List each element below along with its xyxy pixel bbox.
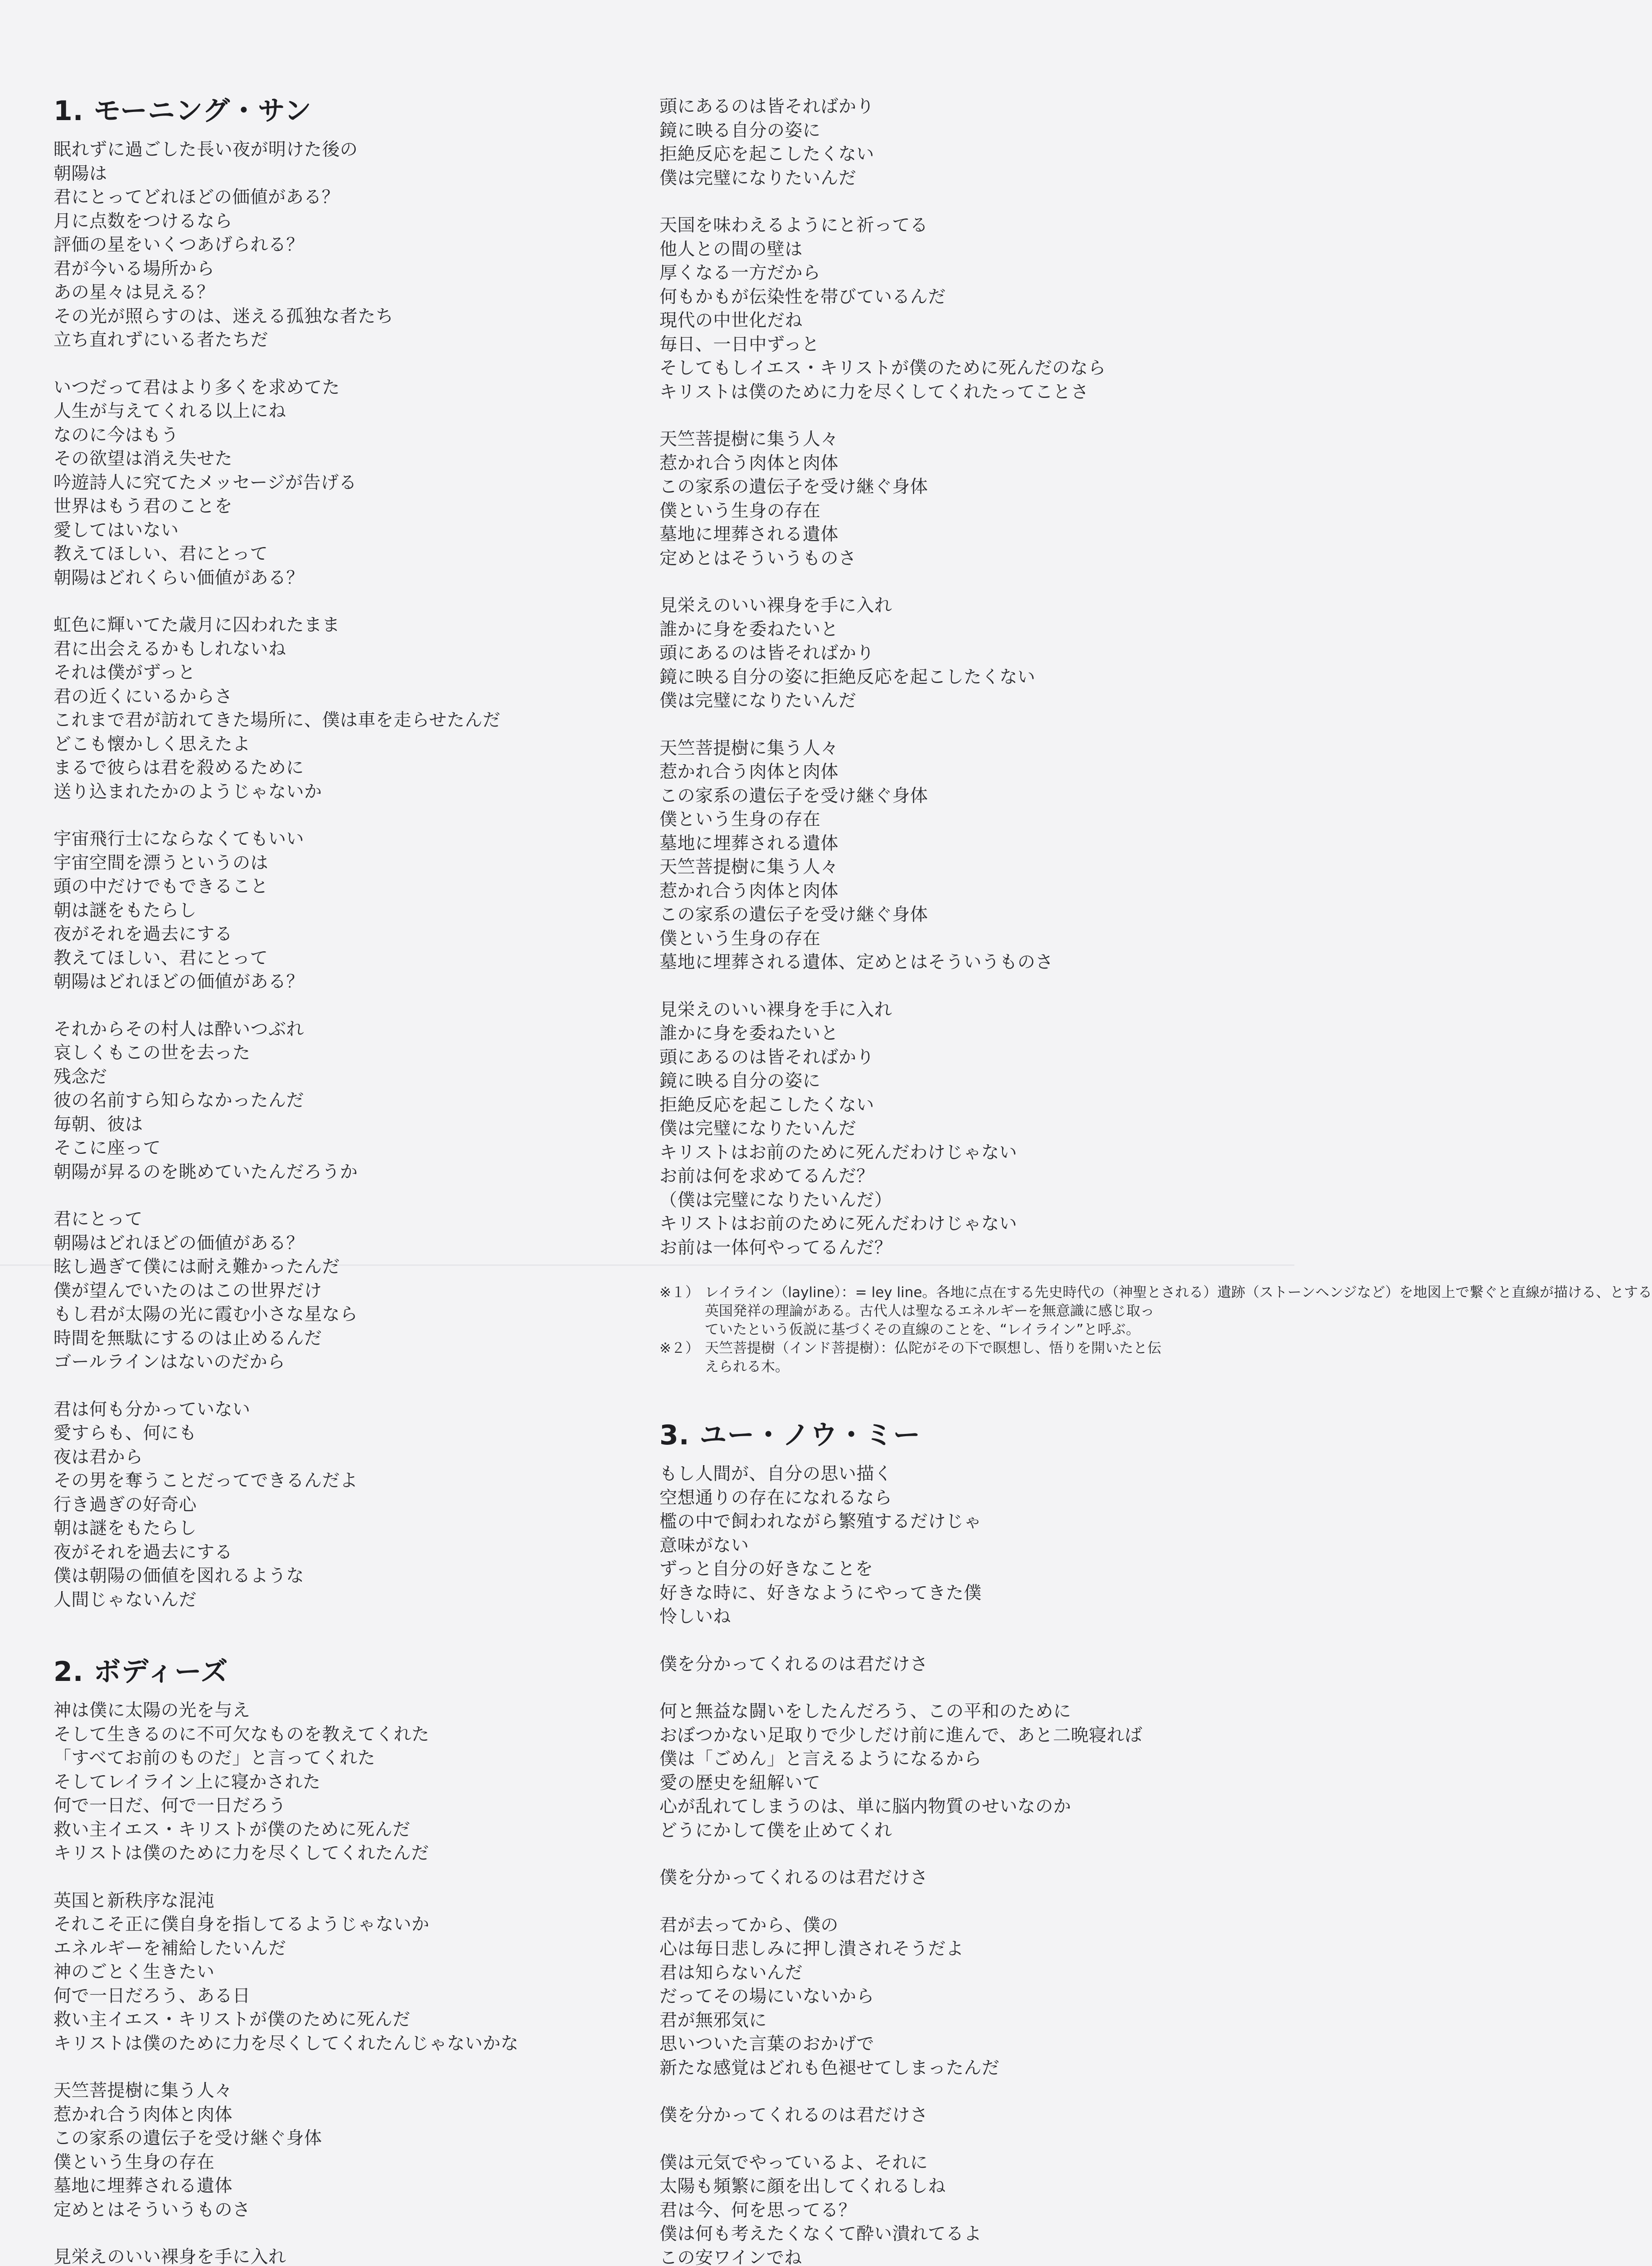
lyric-line: 君にとって <box>53 1209 143 1230</box>
lyric-line: 僕を分かってくれるのは君だけさ <box>659 1654 928 1675</box>
footnote-line <box>659 1358 1258 1376</box>
lyric-line: 君が去ってから、僕の <box>659 1915 839 1936</box>
lyric-line: ずっと自分の好きなことを <box>659 1559 873 1579</box>
lyric-line: 天竺菩提樹に集う人々 <box>53 2081 233 2101</box>
footnote-line <box>659 1321 1258 1339</box>
song3-lyrics <box>659 1462 1258 2266</box>
lyric-line: 送り込まれたかのようじゃないか <box>53 781 322 802</box>
lyric-line: 愛してはいない <box>53 520 179 541</box>
lyric-line: 眩し過ぎて僕には耐え難かったんだ <box>53 1257 340 1277</box>
lyric-line: その欲望は消え失せた <box>53 449 233 469</box>
stanza <box>659 1700 1258 1843</box>
lyric-line: 朝陽はどれほどの価値がある？ <box>53 1233 305 1254</box>
lyric-line: 朝陽は <box>53 163 107 184</box>
lyric-line: 立ち直れずにいる者たちだ <box>53 330 269 350</box>
stanza <box>53 1889 652 2056</box>
lyric-line: 評価の星をいくつあげられる？ <box>53 235 305 255</box>
footnote-mark: ※１） <box>659 1284 699 1301</box>
lyric-line: エネルギーを補給したいんだ <box>53 1938 286 1959</box>
lyric-line: 何で一日だ、何で一日だろう <box>53 1796 286 1816</box>
footnote-text: 英国発祥の理論がある。古代人は聖なるエネルギーを無意識に感じ取っ <box>705 1303 1154 1319</box>
song3-title: 3. ユー・ノウ・ミー <box>659 1419 921 1451</box>
stanza <box>659 2104 1258 2128</box>
lyric-line: 天国を味わえるようにと祈ってる <box>659 215 928 236</box>
lyric-line: 吟遊詩人に究てたメッセージが告げる <box>53 472 357 493</box>
stanza <box>53 828 652 994</box>
lyric-line: 定めとはそういうものさ <box>659 548 857 569</box>
song1-title: 1. モーニング・サン <box>53 95 312 127</box>
lyric-line: 朝は謎をもたらし <box>53 900 197 921</box>
right-column <box>659 95 1652 2266</box>
lyric-line: そして生きるのに不可欠なものを教えてくれた <box>53 1724 430 1745</box>
stanza <box>659 1914 1258 2081</box>
stanza <box>53 614 652 804</box>
lyric-line: どうにかして僕を止めてくれ <box>659 1820 892 1841</box>
lyric-line: もし君が太陽の光に霞む小さな星なら <box>53 1304 358 1325</box>
lyric-line: 世界はもう君のことを <box>53 496 233 517</box>
lyric-line: 他人との間の壁は <box>659 239 803 260</box>
lyric-line: 夜は君から <box>53 1447 143 1467</box>
lyric-line: 頭にあるのは皆そればかり <box>659 1047 875 1068</box>
lyric-line: 愛すらも、何にも <box>53 1423 197 1443</box>
stanza <box>659 737 1258 975</box>
lyric-line: ゴールラインはないのだから <box>53 1352 286 1372</box>
lyric-line: そしてもしイエス・キリストが僕のために死んだのなら <box>659 358 1106 378</box>
lyric-line: キリストは僕のために力を尽くしてくれたんだ <box>53 1843 429 1864</box>
lyric-line: 拒絶反応を起こしたくない <box>659 1094 875 1115</box>
lyric-line: 人間じゃないんだ <box>53 1589 197 1610</box>
lyric-line: 僕を分かってくれるのは君だけさ <box>659 1868 928 1888</box>
lyric-line: 英国と新秩序な混沌 <box>53 1890 215 1911</box>
lyric-line: 意味がない <box>659 1535 749 1556</box>
lyric-line: 君にとってどれほどの価値がある？ <box>53 187 340 208</box>
lyric-line: 頭にあるのは皆そればかり <box>659 97 875 117</box>
footnote-line <box>659 1339 1258 1358</box>
stanza <box>53 2079 652 2222</box>
lyric-line: 僕という生身の存在 <box>659 500 821 521</box>
stanza <box>659 1462 1258 1629</box>
footnote-text: ていたという仮説に基づくその直線のことを、“レイライン”と呼ぶ。 <box>705 1322 1140 1338</box>
lyric-line: 僕という生身の存在 <box>53 2152 215 2173</box>
lyric-line: キリストはお前のために死んだわけじゃない <box>659 1214 1017 1234</box>
stanza <box>53 1699 652 1866</box>
lyric-line: それは僕がずっと <box>53 663 196 683</box>
lyric-line: 毎日、一日中ずっと <box>659 334 820 355</box>
lyric-line: 現代の中世化だね <box>659 310 803 331</box>
lyric-line: 惹かれ合う肉体と肉体 <box>659 881 839 901</box>
lyric-line: 僕を分かってくれるのは君だけさ <box>659 2105 928 2126</box>
lyric-line: 宇宙飛行士にならなくてもいい <box>53 829 305 849</box>
lyric-line: あの星々は見える？ <box>53 282 215 303</box>
lyric-line: 愛の歴史を紐解いて <box>659 1772 821 1793</box>
lyric-line: 神のごとく生きたい <box>53 1962 215 1982</box>
lyric-line: 怜しいね <box>659 1607 732 1627</box>
lyric-line: 僕は完璧になりたいんだ <box>659 168 857 189</box>
lyric-line: 君は今、何を思ってる？ <box>659 2200 857 2221</box>
lyric-line: 惹かれ合う肉体と肉体 <box>659 453 839 474</box>
lyric-line: それこそ正に僕自身を指してるようじゃないか <box>53 1914 430 1935</box>
lyric-line: 墓地に埋葬される遺体 <box>659 524 839 545</box>
lyric-line: 頭にあるのは皆そればかり <box>659 643 875 663</box>
lyric-line: そこに座って <box>53 1138 161 1158</box>
stanza <box>53 138 652 353</box>
lyric-line: 行き過ぎの好奇心 <box>53 1494 197 1515</box>
lyric-line: 心が乱れてしまうのは、単に脳内物質のせいなのか <box>659 1796 1071 1817</box>
lyric-line: 拒絶反応を起こしたくない <box>659 144 875 165</box>
lyric-line: もし人間が、自分の思い描く <box>659 1464 892 1484</box>
lyric-line: お前は何を求めてるんだ？ <box>659 1166 875 1186</box>
footnote-mark: ※２） <box>659 1340 699 1356</box>
lyric-line: 誰かに身を委ねたいと <box>659 619 839 640</box>
lyric-line: 僕は朝陽の価値を図れるような <box>53 1566 305 1586</box>
lyric-line: 「すべてお前のものだ」と言ってくれた <box>53 1748 376 1768</box>
lyric-line: 夜がそれを過去にする <box>53 1542 233 1563</box>
stanza <box>659 214 1258 404</box>
lyric-line: この家系の遺伝子を受け継ぐ身体 <box>53 2128 322 2149</box>
lyric-line: まるで彼らは君を殺めるために <box>53 758 304 778</box>
stanza <box>659 594 1258 713</box>
stanza <box>659 95 1258 190</box>
footnote-line <box>659 1283 1652 1302</box>
lyric-line: 鏡に映る自分の姿に <box>659 120 821 141</box>
lyric-line: 救い主イエス・キリストが僕のために死んだ <box>53 1819 411 1840</box>
lyric-line: 君の近くにいるからさ <box>53 686 233 707</box>
lyric-line: 朝は謎をもたらし <box>53 1518 197 1539</box>
lyric-line: 鏡に映る自分の姿に <box>659 1071 821 1091</box>
lyric-line: 哀しくもこの世を去った <box>53 1043 251 1063</box>
lyric-line: 檻の中で飼われながら繁殖するだけじゃ <box>659 1511 982 1532</box>
lyric-line: （僕は完璧になりたいんだ） <box>659 1190 892 1210</box>
lyric-line: 惹かれ合う肉体と肉体 <box>53 2104 233 2125</box>
lyric-line: 毎朝、彼は <box>53 1114 143 1135</box>
footnote-line <box>659 1302 1258 1321</box>
lyric-line: この家系の遺伝子を受け継ぐ身体 <box>659 477 928 497</box>
lyric-line: 僕という生身の存在 <box>659 809 821 830</box>
lyric-line: お前は一体何やってるんだ？ <box>659 1237 892 1258</box>
lyric-line: 空想通りの存在になれるなら <box>659 1487 892 1508</box>
lyric-line: 見栄えのいい裸身を手に入れ <box>659 999 892 1020</box>
lyric-line: 好きな時に、好きなようにやってきた僕 <box>659 1583 982 1603</box>
lyric-line: 何と無益な闘いをしたんだろう、この平和のために <box>659 1701 1071 1722</box>
lyric-line: キリストは僕のために力を尽くしてくれたってことさ <box>659 382 1089 402</box>
lyric-line: 僕は元気でやっているよ、それに <box>659 2152 928 2173</box>
lyric-line: そしてレイライン上に寝かされた <box>53 1772 321 1792</box>
stanza <box>53 376 652 591</box>
lyric-line: 君が今いる場所から <box>53 258 215 279</box>
lyric-line: 天竺菩提樹に集う人々 <box>659 857 839 877</box>
lyric-line: 思いついた言葉のおかげで <box>659 2034 875 2054</box>
stanza <box>53 2246 652 2266</box>
lyric-line: 僕は何も考えたくなくて酔い潰れてるよ <box>659 2224 982 2244</box>
stanza <box>659 428 1258 571</box>
lyric-line: 誰かに身を委ねたいと <box>659 1023 839 1044</box>
lyric-line: 何もかもが伝染性を帯びているんだ <box>659 286 946 307</box>
lyric-line: 朝陽はどれほどの価値がある？ <box>53 972 305 992</box>
lyric-line: 墓地に埋葬される遺体 <box>53 2176 233 2196</box>
lyric-line: 朝陽はどれくらい価値がある？ <box>53 567 305 588</box>
lyric-line: 見栄えのいい裸身を手に入れ <box>659 596 892 616</box>
lyric-line: 夜がそれを過去にする <box>53 924 233 944</box>
lyric-line: 残念だ <box>53 1066 107 1087</box>
footnote-text: 天竺菩提樹（インド菩提樹）：仏陀がその下で瞑想し、悟りを開いたと伝 <box>705 1340 1162 1356</box>
lyric-line: この安ワインでね <box>659 2247 802 2266</box>
lyric-line: 僕は「ごめん」と言えるようになるから <box>659 1749 982 1769</box>
stanza <box>659 1653 1258 1677</box>
lyric-line: 虹色に輝いてた歳月に囚われたまま <box>53 615 340 635</box>
left-column <box>53 93 652 2266</box>
stanza <box>659 2151 1258 2266</box>
lyric-line: 天竺菩提樹に集う人々 <box>659 738 839 759</box>
lyric-line: 厚くなる一方だから <box>659 263 821 283</box>
lyric-line: 墓地に埋葬される遺体、定めとはそういうものさ <box>659 952 1054 973</box>
lyric-line: 君が無邪気に <box>659 2010 767 2031</box>
lyric-line: 見栄えのいい裸身を手に入れ <box>53 2247 286 2266</box>
song2-lyrics-part2 <box>659 95 1258 1260</box>
lyric-line: 君は何も分かっていない <box>53 1399 251 1420</box>
stanza <box>659 1866 1258 1890</box>
lyric-line: 定めとはそういうものさ <box>53 2199 251 2220</box>
lyric-line: これまで君が訪れてきた場所に、僕は車を走らせたんだ <box>53 710 501 731</box>
lyric-line: 僕は完璧になりたいんだ <box>659 1118 857 1139</box>
lyric-line: 宇宙空間を漂うというのは <box>53 852 269 873</box>
lyric-line: その光が照らすのは、迷える孤独な者たち <box>53 306 394 327</box>
lyric-line: 心は毎日悲しみに押し潰されそうだよ <box>659 1939 964 1959</box>
lyric-line: 救い主イエス・キリストが僕のために死んだ <box>53 2009 411 2030</box>
lyric-line: 教えてほしい、君にとって <box>53 544 268 564</box>
lyric-line: 時間を無駄にするのは止めるんだ <box>53 1328 322 1349</box>
lyric-line: 何で一日だろう、ある日 <box>53 1985 251 2006</box>
lyric-line: この家系の遺伝子を受け継ぐ身体 <box>659 785 928 806</box>
lyric-line: その男を奪うことだってできるんだよ <box>53 1471 358 1491</box>
lyric-line: 惹かれ合う肉体と肉体 <box>659 762 839 782</box>
song2-footnotes <box>659 1283 1652 1376</box>
lyric-line: 墓地に埋葬される遺体 <box>659 833 839 854</box>
lyric-line: 人生が与えてくれる以上にね <box>53 401 286 421</box>
lyric-line: おぼつかない足取りで少しだけ前に進んで、あと二晩寝れば <box>659 1725 1143 1746</box>
lyric-line: 彼の名前すら知らなかったんだ <box>53 1090 305 1111</box>
lyric-line: それからその村人は酔いつぶれ <box>53 1019 305 1040</box>
lyric-line: 僕という生身の存在 <box>659 928 821 949</box>
song2-title: 2. ボディーズ <box>53 1656 228 1688</box>
lyric-line: キリストはお前のために死んだわけじゃない <box>659 1142 1017 1163</box>
lyric-line: 僕が望んでいたのはこの世界だけ <box>53 1280 322 1301</box>
song1-lyrics <box>53 138 652 1612</box>
stanza <box>659 998 1258 1260</box>
lyric-line: 眠れずに過ごした長い夜が明けた後の <box>53 140 358 160</box>
stanza <box>53 1018 652 1185</box>
lyric-line: 君は知らないんだ <box>659 1962 803 1983</box>
lyric-line: いつだって君はより多くを求めてた <box>53 377 340 398</box>
stanza <box>53 1208 652 1375</box>
footnote-text: レイライン（layline）：= ley line。各地に点在する先史時代の（神聖とされる）遺跡（ストーンヘンジなど）を地図上で繋ぐと直線が描ける、とする <box>705 1284 1652 1301</box>
lyric-line: この家系の遺伝子を受け継ぐ身体 <box>659 905 928 925</box>
lyric-line: 頭の中だけでもできること <box>53 876 269 897</box>
lyric-line: 太陽も頻繁に顔を出してくれるしね <box>659 2176 946 2197</box>
lyric-line: 神は僕に太陽の光を与え <box>53 1700 251 1721</box>
lyric-line: 新たな感覚はどれも色褪せてしまったんだ <box>659 2058 1000 2078</box>
lyric-line: キリストは僕のために力を尽くしてくれたんじゃないかな <box>53 2033 519 2054</box>
lyric-line: だってその場にいないから <box>659 1986 875 2007</box>
footnote-text: えられる木。 <box>705 1359 789 1375</box>
lyric-line: 鏡に映る自分の姿に拒絶反応を起こしたくない <box>659 667 1036 688</box>
lyric-line: 朝陽が昇るのを眺めていたんだろうか <box>53 1162 358 1182</box>
song2-lyrics-part1 <box>53 1699 652 2266</box>
lyric-line: どこも懐かしく思えたよ <box>53 734 251 755</box>
lyric-line: なのに今はもう <box>53 425 179 445</box>
lyric-line: 教えてほしい、君にとって <box>53 948 268 968</box>
lyric-line: 天竺菩提樹に集う人々 <box>659 429 839 450</box>
lyric-line: 月に点数をつけるなら <box>53 211 233 232</box>
lyric-line: 僕は完璧になりたいんだ <box>659 691 857 711</box>
lyric-line: 君に出会えるかもしれないね <box>53 639 286 659</box>
stanza <box>53 1398 652 1612</box>
